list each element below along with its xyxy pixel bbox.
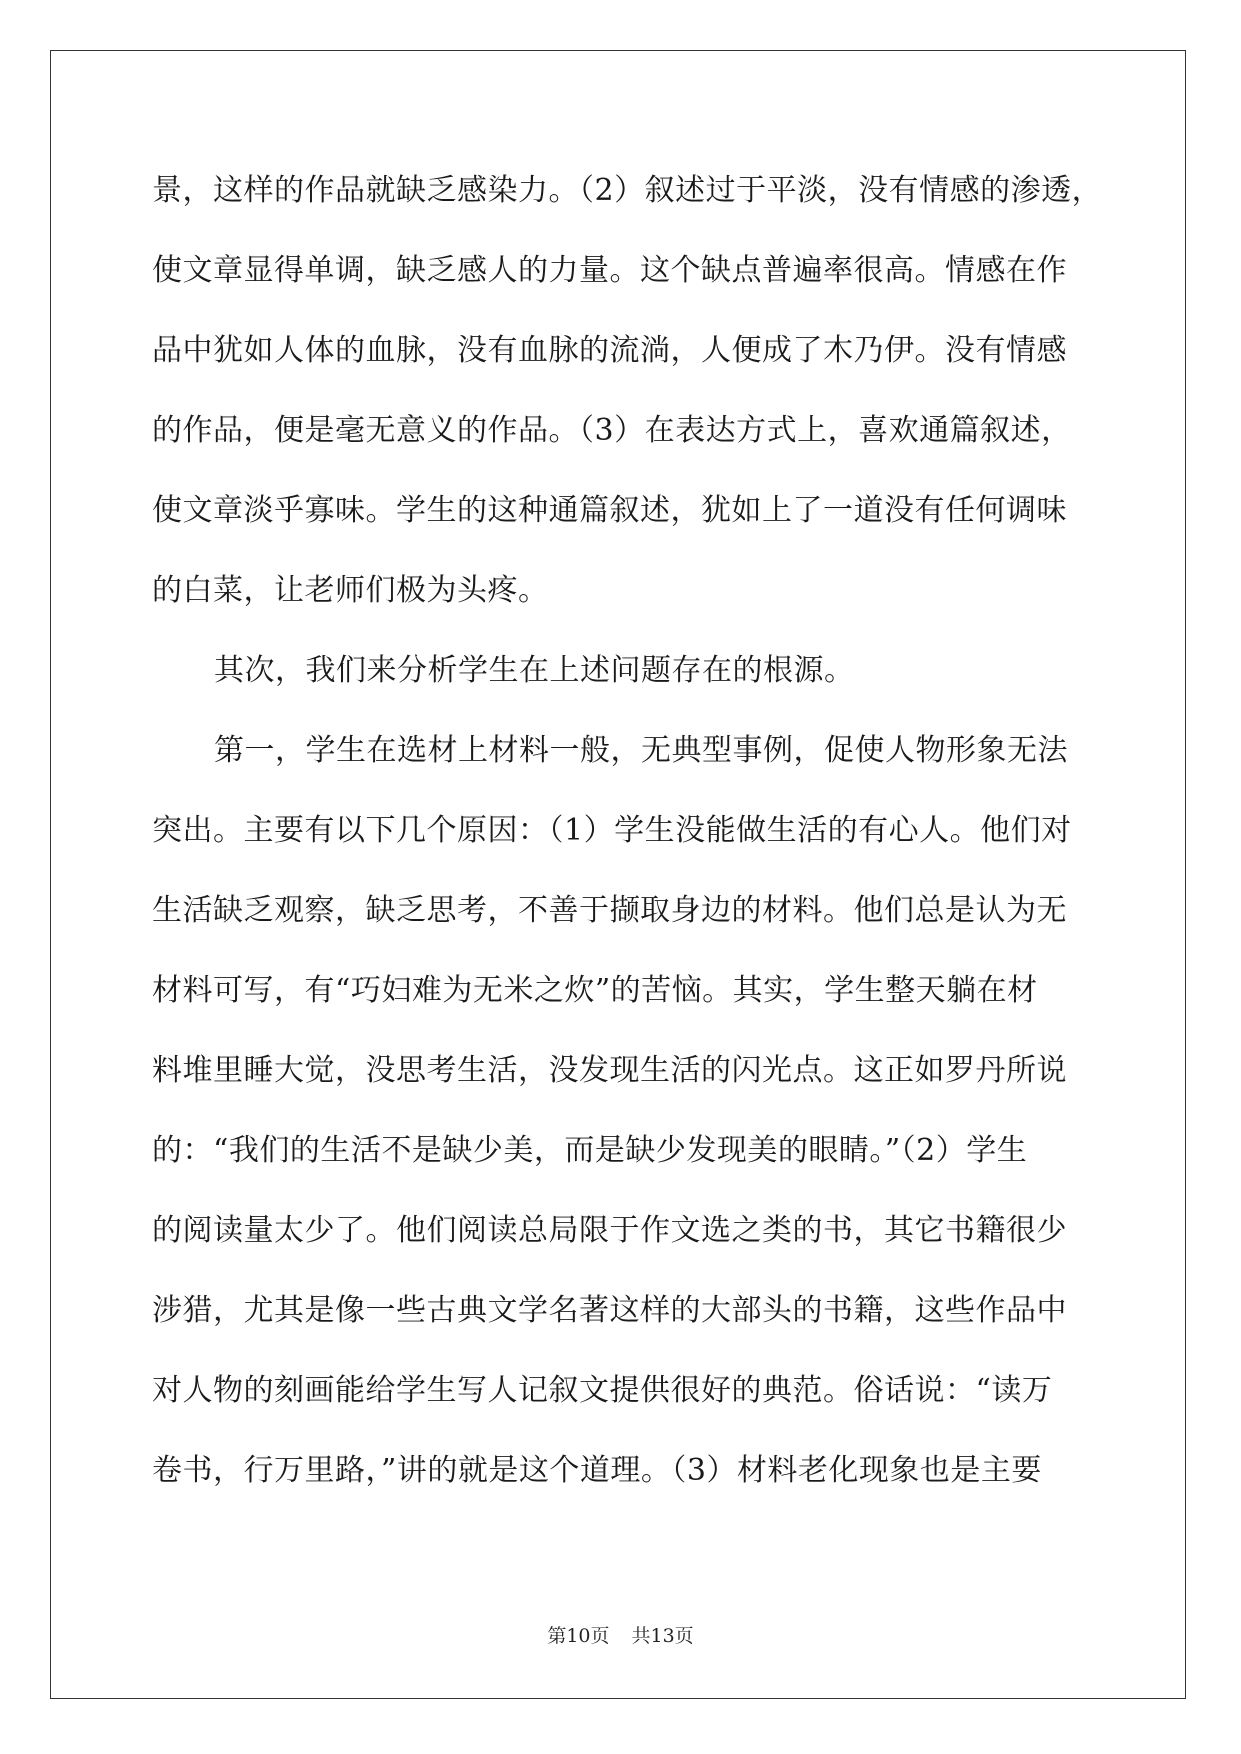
text-line: 的：“我们的生活不是缺少美，而是缺少发现美的眼睛。”（2）学生 (152, 1133, 1028, 1168)
text-line: 突出。主要有以下几个原因：（1）学生没能做生活的有心人。他们对 (152, 813, 1072, 848)
text-line: 的白菜，让老师们极为头疼。 (152, 573, 549, 608)
paragraph-start: 其次，我们来分析学生在上述问题存在的根源。 (214, 653, 855, 688)
text-line: 料堆里睡大觉，没思考生活，没发现生活的闪光点。这正如罗丹所说 (152, 1053, 1067, 1088)
paragraph-start: 第一，学生在选材上材料一般，无典型事例，促使人物形象无法 (214, 733, 1068, 768)
text-line: 使文章淡乎寡味。学生的这种通篇叙述，犹如上了一道没有任何调味 (152, 493, 1067, 528)
text-line: 景，这样的作品就缺乏感染力。（2）叙述过于平淡，没有情感的渗透， (152, 173, 1103, 208)
text-line: 品中犹如人体的血脉，没有血脉的流淌，人便成了木乃伊。没有情感 (152, 333, 1067, 368)
text-line: 对人物的刻画能给学生写人记叙文提供很好的典范。俗话说：“读万 (152, 1373, 1053, 1408)
text-line: 材料可写，有“巧妇难为无米之炊”的苦恼。其实，学生整天躺在材 (152, 973, 1038, 1008)
text-line: 的作品，便是毫无意义的作品。（3）在表达方式上，喜欢通篇叙述， (152, 413, 1072, 448)
page-footer (0, 1624, 1241, 1648)
page-total: 共13页 (631, 1625, 694, 1647)
text-line: 的阅读量太少了。他们阅读总局限于作文选之类的书，其它书籍很少 (152, 1213, 1067, 1248)
page-number: 第10页 (547, 1625, 610, 1647)
text-line: 卷书，行万里路，”讲的就是这个道理。（3）材料老化现象也是主要 (152, 1453, 1042, 1488)
text-line: 使文章显得单调，缺乏感人的力量。这个缺点普遍率很高。情感在作 (152, 253, 1067, 288)
text-line: 生活缺乏观察，缺乏思考，不善于撷取身边的材料。他们总是认为无 (152, 893, 1067, 928)
text-line: 涉猎，尤其是像一些古典文学名著这样的大部头的书籍，这些作品中 (152, 1293, 1067, 1328)
